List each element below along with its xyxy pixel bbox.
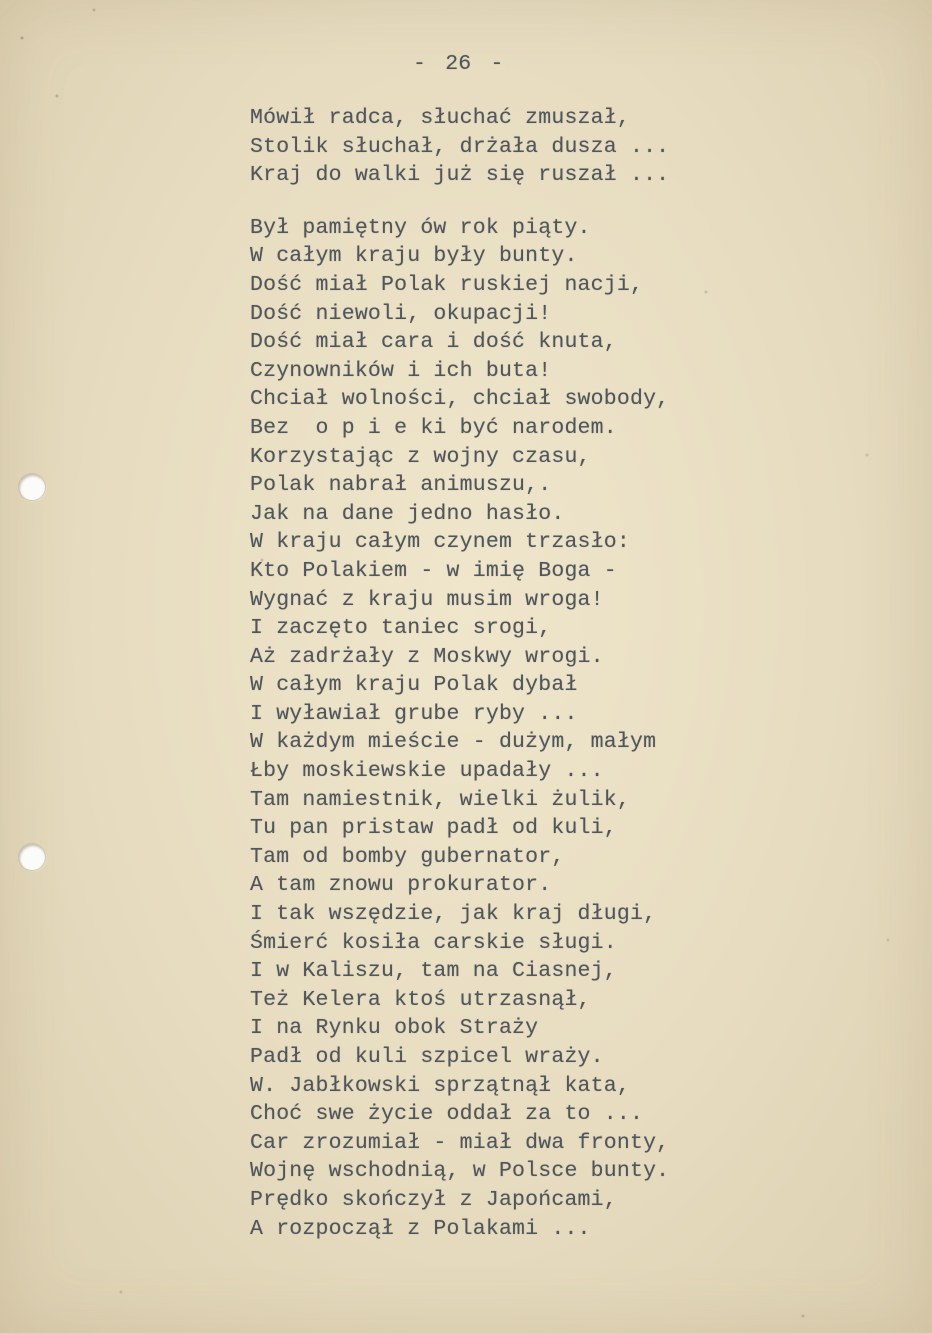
- poem-line: A tam znowu prokurator.: [250, 873, 552, 898]
- poem-line: A rozpoczął z Polakami ...: [250, 1216, 591, 1241]
- poem-line: W. Jabłkowski sprzątnął kata,: [250, 1073, 630, 1098]
- poem-line: I na Rynku obok Straży: [250, 1016, 539, 1041]
- punch-hole-top: [19, 474, 45, 500]
- poem-line: Mówił radca, słuchać zmuszał,: [250, 106, 630, 130]
- poem-line: Prędko skończył z Japońcami,: [250, 1187, 617, 1212]
- poem-line: I tak wszędzie, jak kraj długi,: [250, 902, 657, 927]
- poem-line: Śmierć kosiła carskie sługi.: [250, 930, 617, 955]
- poem-line: I wyławiał grube ryby ...: [250, 701, 578, 726]
- poem-line: W całym kraju były bunty.: [250, 244, 578, 269]
- poem-line: Polak nabrał animuszu,.: [250, 473, 552, 498]
- poem-line: Łby moskiewskie upadały ...: [250, 759, 604, 784]
- page-number: - 26 -: [413, 52, 504, 76]
- poem-line: Też Kelera ktoś utrzasnął,: [250, 987, 591, 1012]
- poem-line: Choć swe życie oddał za to ...: [250, 1102, 644, 1127]
- poem-line: Wojnę wschodnią, w Polsce bunty.: [250, 1159, 670, 1184]
- poem-line: Aż zadrżały z Moskwy wrogi.: [250, 644, 604, 669]
- poem-line: Wygnać z kraju musim wroga!: [250, 587, 604, 612]
- poem-line: Stolik słuchał, drżała dusza ...: [250, 134, 670, 159]
- poem-line: W całym kraju Polak dybał: [250, 673, 578, 698]
- stanza: [250, 104, 669, 190]
- poem-line: Dość miał cara i dość knuta,: [250, 330, 617, 355]
- poem-line: Kto Polakiem - w imię Boga -: [250, 558, 617, 583]
- poem-line: Tu pan pristaw padł od kuli,: [250, 816, 617, 841]
- poem: [250, 104, 669, 1267]
- poem-line: I w Kaliszu, tam na Ciasnej,: [250, 959, 617, 984]
- poem-line: Był pamiętny ów rok piąty.: [250, 215, 591, 240]
- poem-line: Czynowników i ich buta!: [250, 358, 552, 383]
- poem-line: I zaczęto taniec srogi,: [250, 616, 552, 641]
- poem-line: Bez o p i e ki być narodem.: [250, 415, 617, 440]
- poem-line: Korzystając z wojny czasu,: [250, 444, 591, 469]
- poem-line: Tam od bomby gubernator,: [250, 844, 565, 869]
- poem-line: Car zrozumiał - miał dwa fronty,: [250, 1130, 670, 1155]
- poem-line: W kraju całym czynem trzasło:: [250, 530, 630, 555]
- poem-line: Chciał wolności, chciał swobody,: [250, 387, 670, 412]
- poem-line: Kraj do walki już się ruszał ...: [250, 163, 670, 188]
- poem-line: Dość niewoli, okupacji!: [250, 301, 552, 326]
- punch-hole-bottom: [19, 844, 45, 870]
- stanza: [250, 214, 669, 1243]
- poem-line: Padł od kuli szpicel wraży.: [250, 1045, 604, 1069]
- poem-line: Tam namiestnik, wielki żulik,: [250, 787, 630, 812]
- poem-line: Jak na dane jedno hasło.: [250, 501, 565, 526]
- poem-line: Dość miał Polak ruskiej nacji,: [250, 272, 644, 297]
- poem-line: W każdym mieście - dużym, małym: [250, 730, 657, 755]
